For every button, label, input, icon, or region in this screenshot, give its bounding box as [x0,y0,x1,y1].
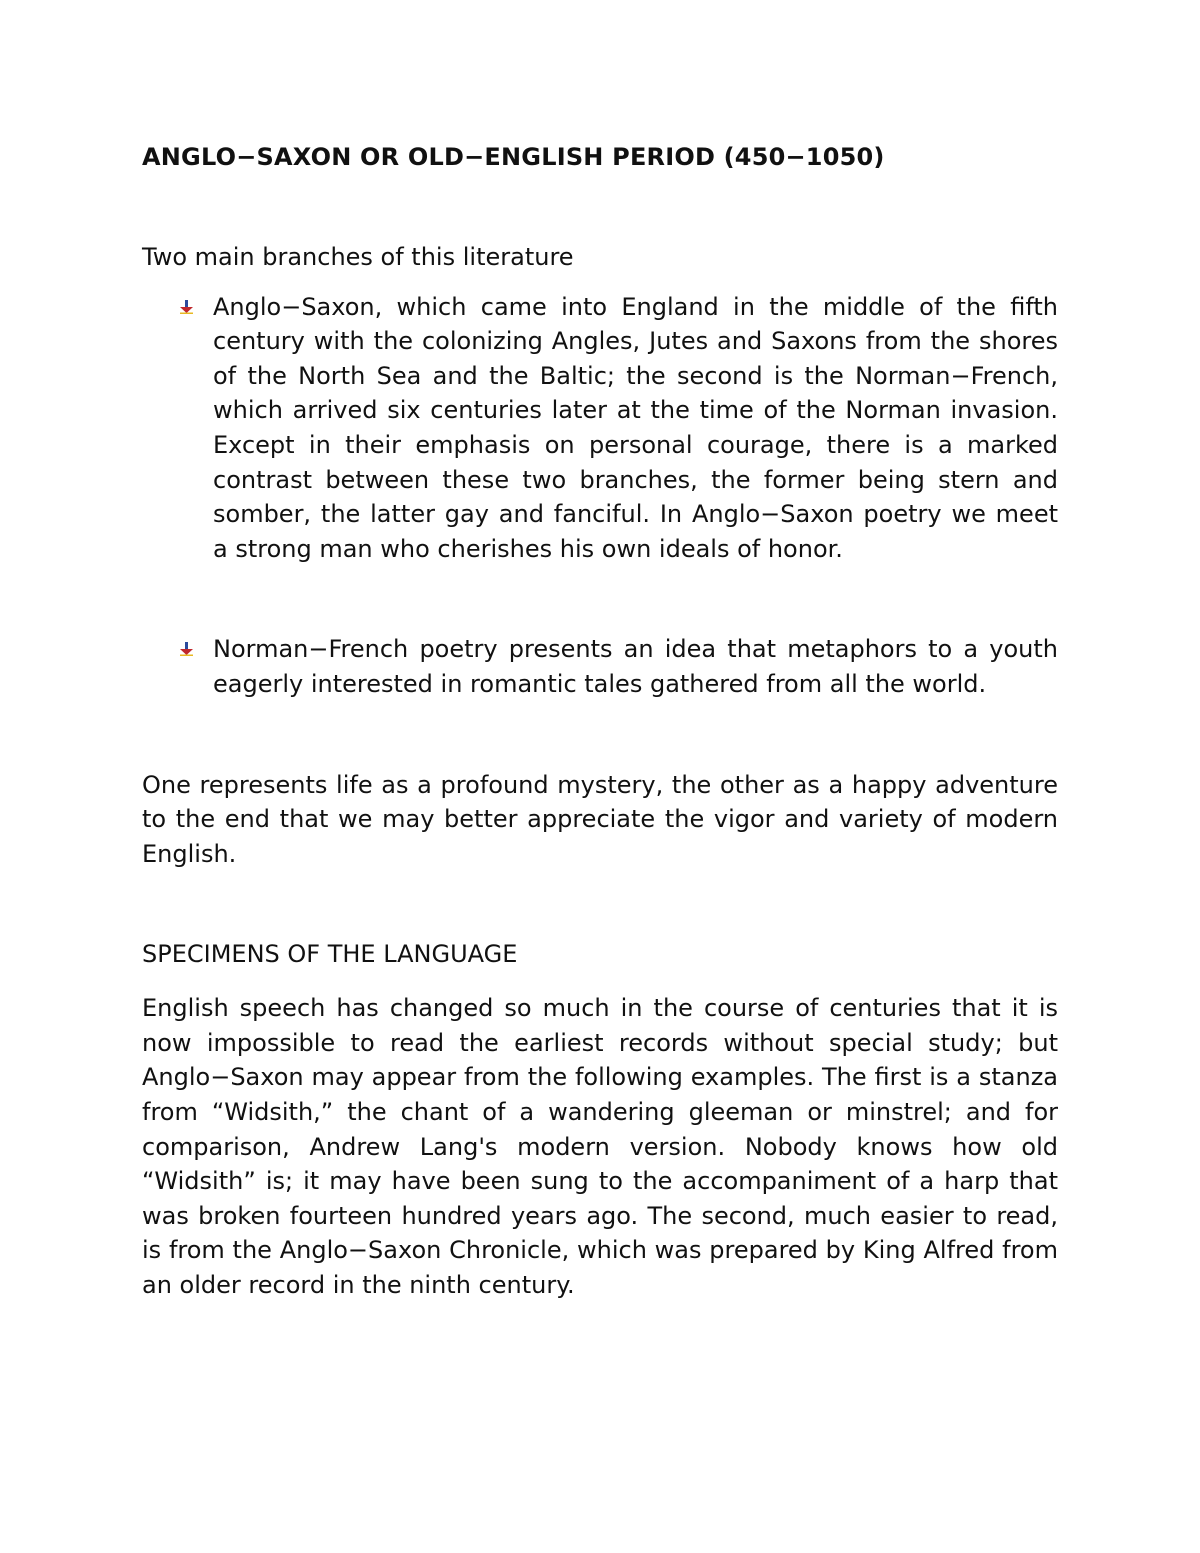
intro-paragraph: Two main branches of this literature [142,243,574,271]
section-heading-specimens: SPECIMENS OF THE LANGUAGE [142,940,518,969]
arrow-down-bullet-icon [180,642,193,656]
closing-paragraph: One represents life as a profound mystery, the other as a happy adventure to the end that we may better appreciate the vigor and variety of modern English. [142,770,1058,868]
document-title: ANGLO−SAXON OR OLD−ENGLISH PERIOD (450−1050) [142,143,885,171]
document-page [142,140,1058,1303]
list-item [142,290,1058,567]
list-item [142,632,1058,701]
arrow-down-bullet-icon [180,300,193,314]
bullet-text-anglo-saxon: Anglo−Saxon, which came into England in the middle of the fifth century with the colonizing Angles, Jutes and Saxons from the shores of the North Sea and the Baltic; the second is the Norman−French, which arrived six centuries later at the time of the Norman invasion. Except in their emphasis on personal courage, there is a marked contrast between these two branches, the former being stern and somber, the latter gay and fanciful. In Anglo−Saxon poetry we meet a strong man who cherishes his own ideals of honor. [213,292,1058,563]
branches-list [142,290,1058,702]
bullet-text-norman-french: Norman−French poetry presents an idea that metaphors to a youth eagerly interested in romantic tales gathered from all the world. [213,635,1058,698]
section-body-paragraph: English speech has changed so much in the course of centuries that it is now impossible to read the earliest records without special study; but Anglo−Saxon may appear from the following examples. The first is a stanza from “Widsith,” the chant of a wandering gleeman or minstrel; and for comparison, Andrew Lang's modern version. Nobody knows how old “Widsith” is; it may have been sung to the accompaniment of a harp that was broken fourteen hundred years ago. The second, much easier to read, is from the Anglo−Saxon Chronicle, which was prepared by King Alfred from an older record in the ninth century. [142,994,1058,1299]
